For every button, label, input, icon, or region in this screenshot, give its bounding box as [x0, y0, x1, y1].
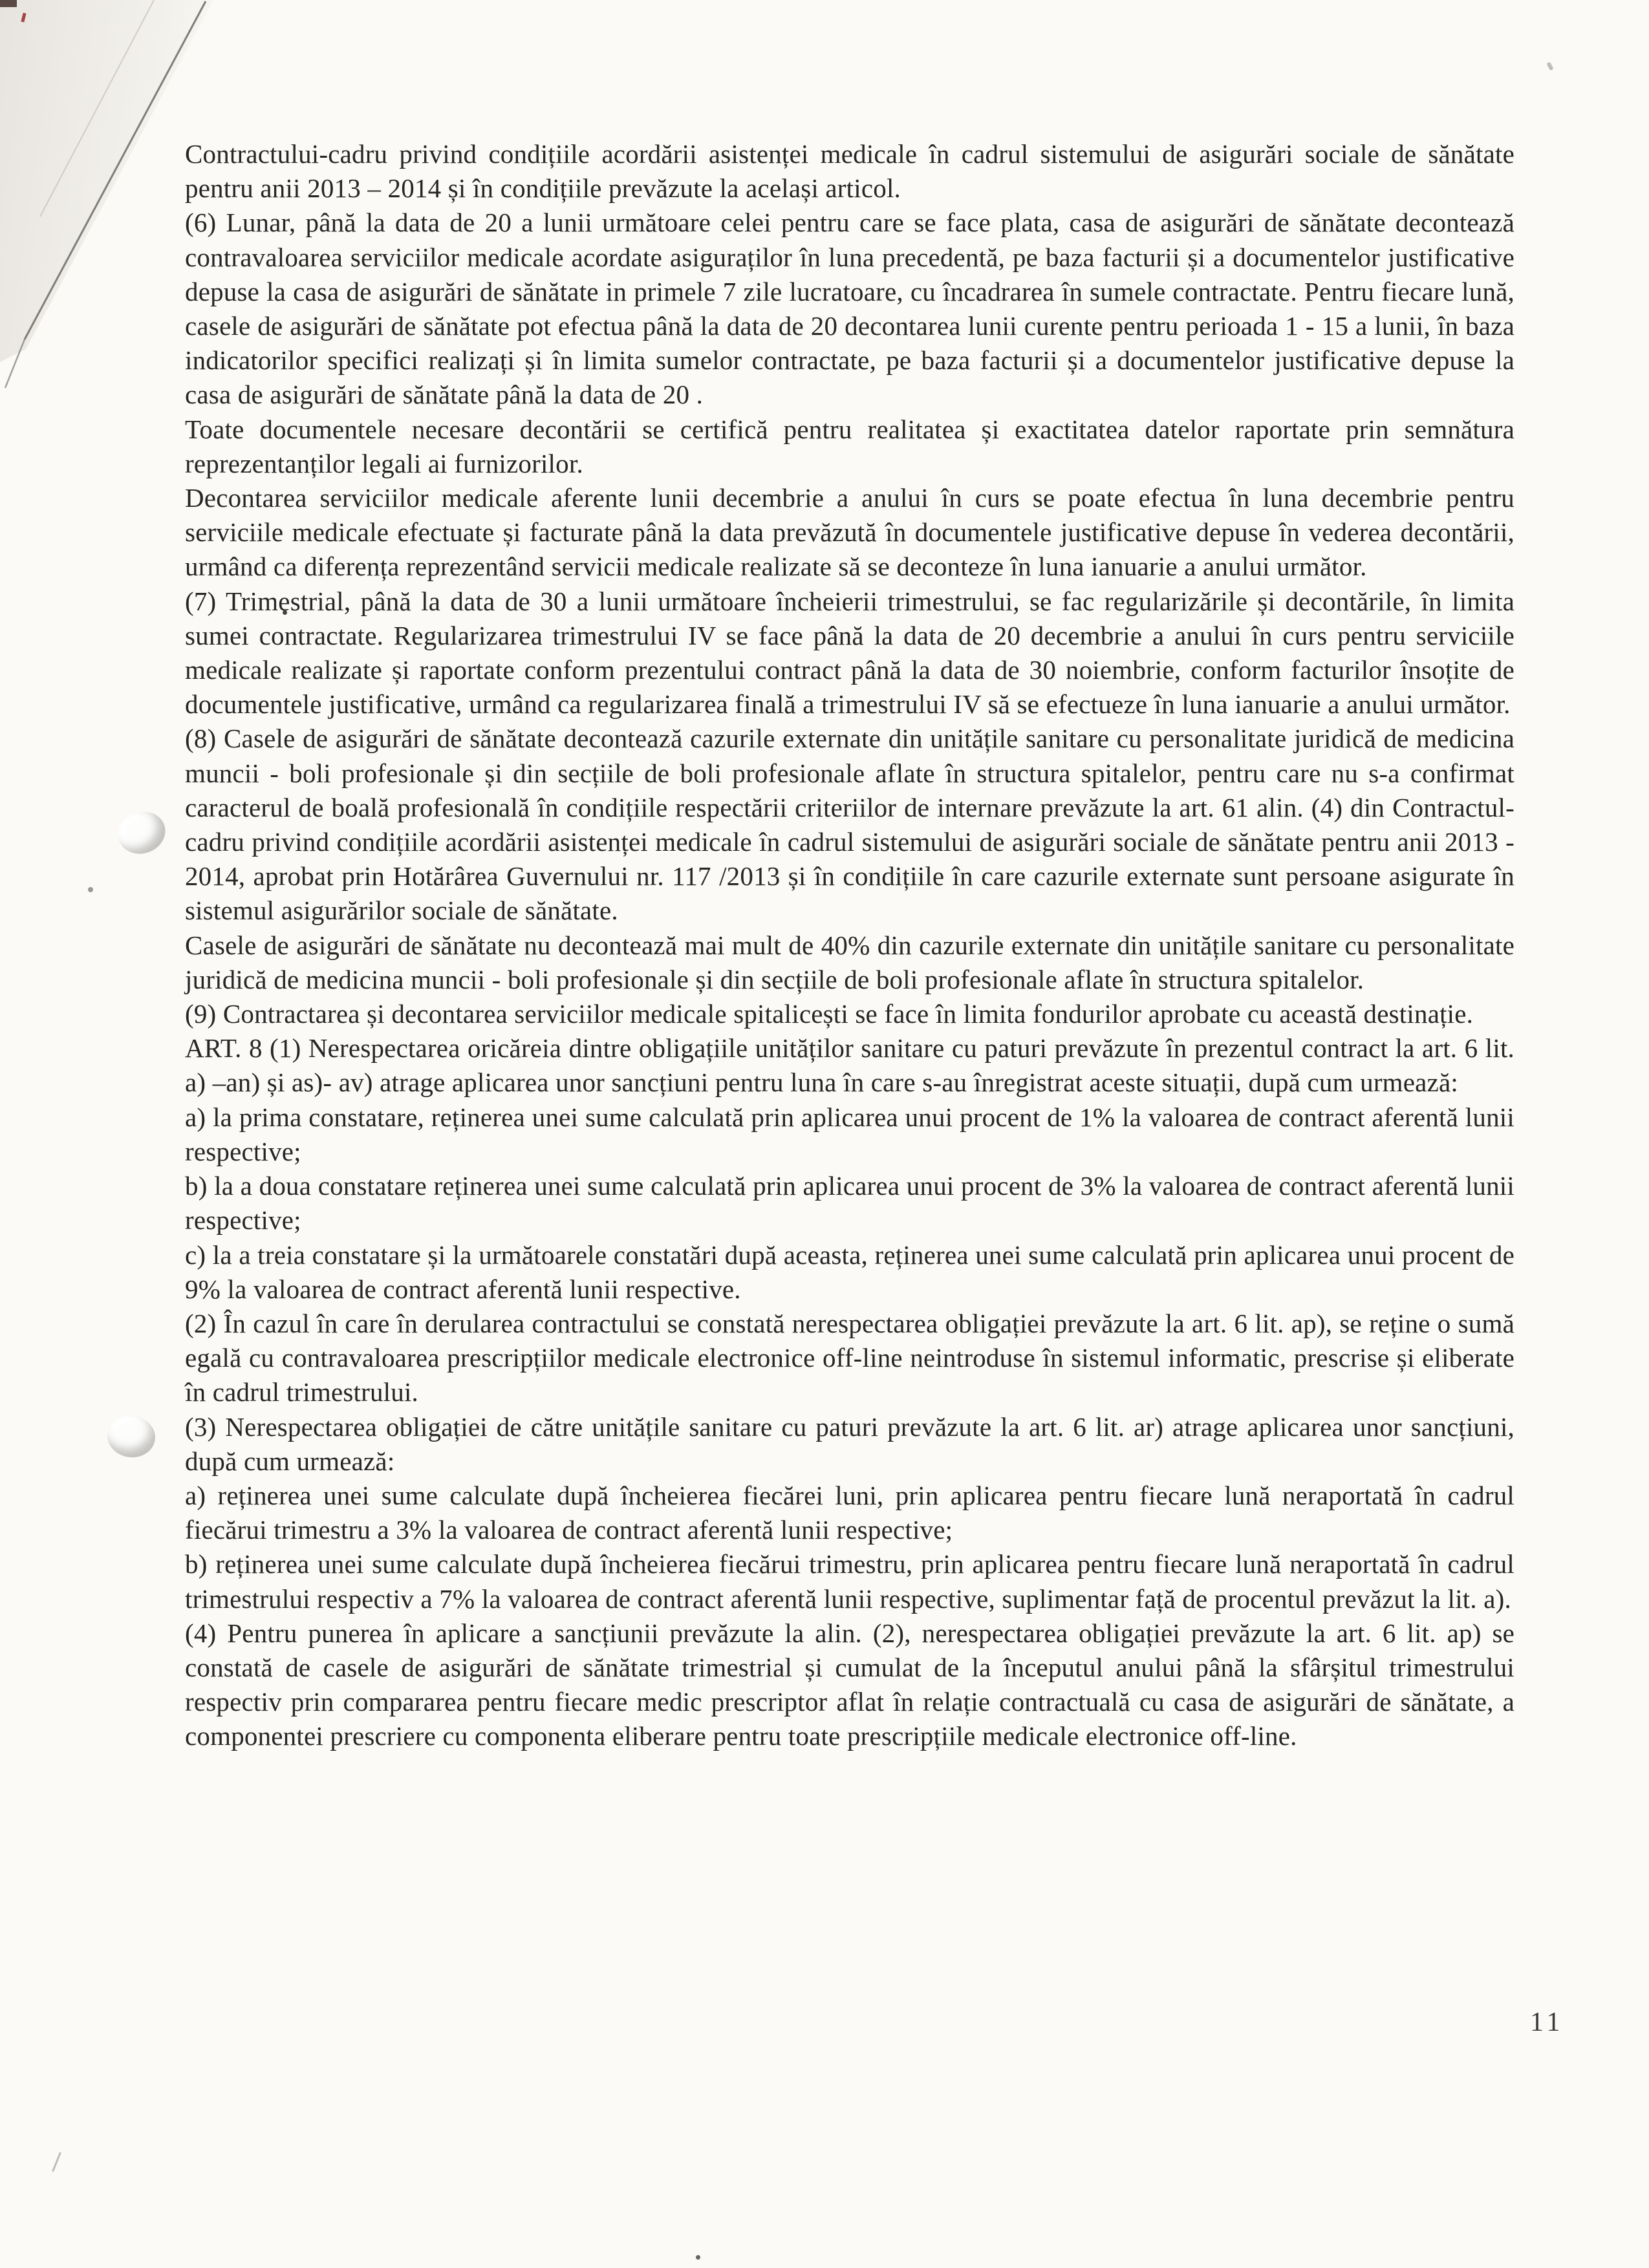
paragraph: Decontarea serviciilor medicale aferente lunii decembrie a anului în curs se poate efectua în luna decembrie pentru serviciile medicale efectuate și facturate până la data prevăzută în documentele justificative depuse în vederea decontării, urmând ca diferența reprezentând servicii medicale realizate să se deconteze în luna ianuarie a anului următor.: [185, 483, 1514, 582]
scan-speck: [52, 2152, 61, 2172]
paragraph: (9) Contractarea și decontarea serviciilor medicale spitalicești se face în limita fondurilor aprobate cu această destinație.: [185, 999, 1474, 1029]
page-number: 11: [1530, 2007, 1564, 2037]
paragraph: a) reținerea unei sume calculate după încheierea fiecărei luni, prin aplicarea pentru fiecare lună neraportată în cadrul fiecărui trimestru a 3% la valoarea de contract aferentă lunii respective;: [185, 1480, 1514, 1545]
paragraph: b) reținerea unei sume calculate după încheierea fiecărui trimestru, prin aplicarea pentru fiecare lună neraportată în cadrul trimestrului respectiv a 7% la valoarea de contract aferentă lunii respective, suplimentar față de procentul prevăzut la lit. a).: [185, 1549, 1514, 1614]
scan-speck: [88, 887, 93, 892]
scan-speck: [696, 2255, 700, 2260]
scan-speck: [1546, 61, 1553, 70]
paragraph: c) la a treia constatare și la următoarele constatări după aceasta, reținerea unei sume calculată prin aplicarea unui procent de 9% la valoarea de contract aferentă lunii respective.: [185, 1239, 1514, 1304]
paragraph: (8) Casele de asigurări de sănătate decontează cazurile externate din unitățile sanitare cu personalitate juridică de medicina muncii - boli profesionale și din secțiile de boli profesionale aflate în structura spitalelor, pentru care nu s-a confirmat caracterul de boală profesională în condițiile respectării criteriilor de internare prevăzute la art. 61 alin. (4) din Contractul-cadru privind condițiile acordării asistenței medicale în cadrul sistemului de asigurări sociale de sănătate pentru anii 2013 - 2014, aprobat prin Hotărârea Guvernului nr. 117 /2013 și în condițiile în care cazurile externate sunt persoane asigurate în sistemul asigurărilor sociale de sănătate.: [185, 723, 1514, 926]
paragraph: Toate documentele necesare decontării se certifică pentru realitatea și exactitatea datelor raportate prin semnătura reprezentanților legali ai furnizorilor.: [185, 414, 1514, 478]
paragraph: (3) Nerespectarea obligației de către unitățile sanitare cu paturi prevăzute la art. 6 lit. ar) atrage aplicarea unor sancțiuni, după cum urmează:: [185, 1411, 1514, 1476]
paragraph: (4) Pentru punerea în aplicare a sancțiunii prevăzute la alin. (2), nerespectarea obligației prevăzute la art. 6 lit. ap) se constată de casele de asigurări de sănătate trimestrial și cumulat de la începutul anului până la sfârșitul trimestrului respectiv prin compararea pentru fiecare medic prescriptor aflat în relație contractuală cu casa de asigurări de sănătate, a componentei prescriere cu componenta eliberare pentru toate prescripțiile medicale electronice off-line.: [185, 1618, 1514, 1751]
paragraph: (6) Lunar, până la data de 20 a lunii următoare celei pentru care se face plata, casa de asigurări de sănătate decontează contravaloarea serviciilor medicale acordate asiguraților în luna precedentă, pe baza facturii și a documentelor justificative depuse la casa de asigurări de sănătate in primele 7 zile lucratoare, cu încadrarea în sumele contractate. Pentru fiecare lună, casele de asigurări de sănătate pot efectua până la data de 20 decontarea lunii curente pentru perioada 1 - 15 a lunii, în baza indicatorilor specifici realizați și în limita sumelor contractate, pe baza facturii și a documentelor justificative depuse la casa de asigurări de sănătate până la data de 20 .: [185, 208, 1514, 410]
paragraph: (2) În cazul în care în derularea contractului se constată nerespectarea obligației prevăzute la art. 6 lit. ap), se reține o sumă egală cu contravaloarea prescripțiilor medicale electronice off-line neintroduse în sistemul informatic, prescrise și eliberate în cadrul trimestrului.: [185, 1308, 1514, 1407]
punch-mark-bottom: [105, 1413, 158, 1460]
paragraph: ART. 8 (1) Nerespectarea oricăreia dintre obligațiile unităților sanitare cu paturi prevăzute în prezentul contract la art. 6 lit. a) –an) și as)- av) atrage aplicarea unor sancțiuni pentru luna în care s-au înregistrat aceste situații, după cum urmează:: [185, 1033, 1514, 1098]
paragraph: Casele de asigurări de sănătate nu decontează mai mult de 40% din cazurile externate din unitățile sanitare cu personalitate juridică de medicina muncii - boli profesionale și din secțiile de boli profesionale aflate în structura spitalelor.: [185, 930, 1514, 994]
paragraph: a) la prima constatare, reținerea unei sume calculată prin aplicarea unui procent de 1% la valoarea de contract aferentă lunii respective;: [185, 1102, 1514, 1166]
paragraph: Contractului-cadru privind condițiile acordării asistenței medicale în cadrul sistemului de asigurări sociale de sănătate pentru anii 2013 – 2014 și în condițiile prevăzute la același articol.: [185, 139, 1514, 204]
paragraph: b) la a doua constatare reținerea unei sume calculată prin aplicarea unui procent de 3% la valoarea de contract aferentă lunii respective;: [185, 1171, 1514, 1236]
contract-text: [185, 137, 1514, 1754]
punch-mark-top: [113, 806, 171, 860]
paragraph: (7) Trimestrial, până la data de 30 a lunii următoare încheierii trimestrului, se fac regularizările și decontările, în limita sumei contractate. Regularizarea trimestrului IV se face până la data de 20 decembrie a anului în curs pentru serviciile medicale realizate și raportate conform prezentului contract până la data de 30 noiembrie, conform facturilor însoțite de documentele justificative, urmând ca regularizarea finală a trimestrului IV să se efectueze în luna ianuarie a anului următor.: [185, 586, 1514, 720]
